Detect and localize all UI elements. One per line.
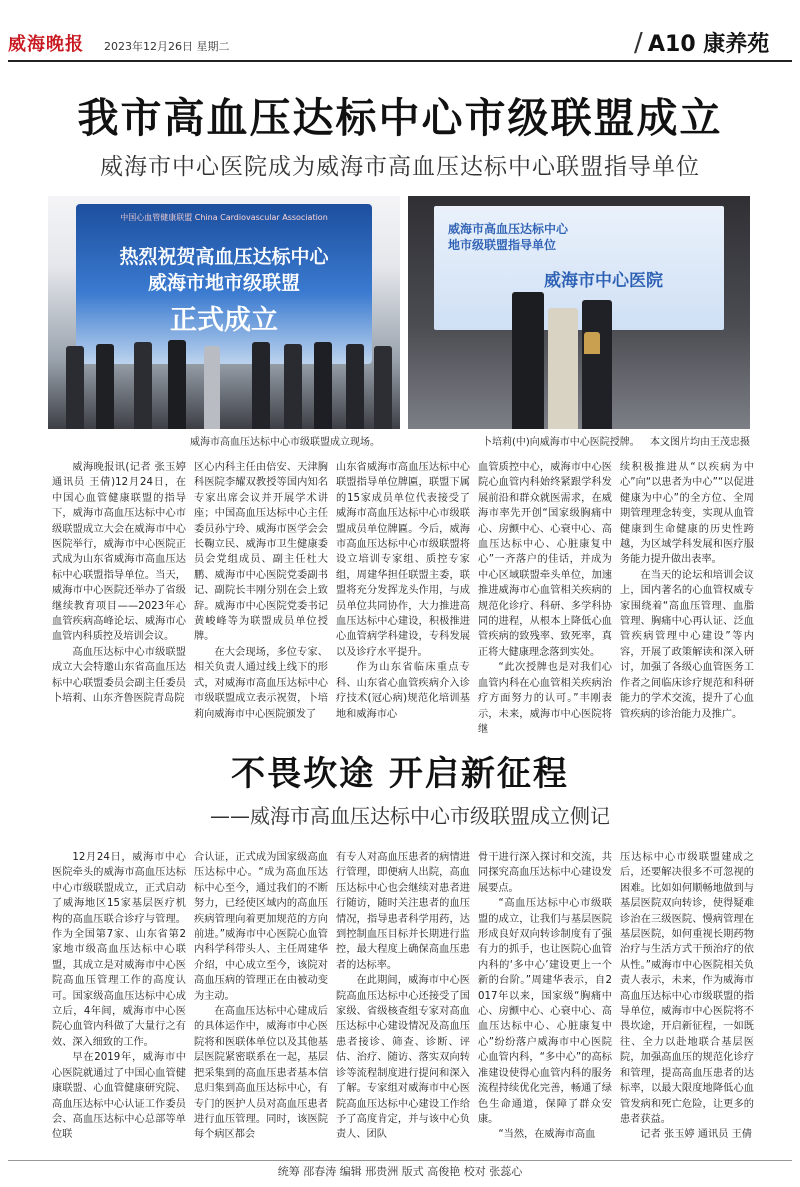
header-rule [8, 60, 792, 62]
paragraph: 山东省威海市高血压达标中心联盟指导单位牌匾，联盟下属的15家成员单位代表接受了威海市高血压达标中心市级联盟成员单位牌匾。今后，威海市高血压达标中心市级联盟将设立培训专家组、质控专家组，周建华担任联盟主委，联盟将充分发挥龙头作用，与成员单位共同协作，大力推进高血压达标中心建设，积极推进心血管病学科建设，专科发展以及诊疗水平提升。 [336, 462, 470, 658]
photo-caption-2: 卜培莉(中)向威海市中心医院授牌。 [482, 437, 640, 448]
paragraph: 续积极推进从“以疾病为中心”向“以患者为中心”“以促进健康为中心”的全方位、全周期管理理念转变，实现从血管健康到生命健康的历史性跨越，为区域学科发展和医疗服务能力提升做出表率。 [620, 462, 754, 566]
paragraph: 早在2019年，威海市中心医院就通过了中国心血管健康联盟、心血管健康研究院、高血压达标中心认证工作委员会、高血压达标中心总部等单位联 [52, 1052, 186, 1141]
article2-column-5 [620, 850, 754, 1156]
person-figure [204, 346, 220, 429]
divider-slash: / [634, 28, 643, 58]
person-figure [168, 340, 186, 429]
award-backdrop [434, 206, 724, 330]
person-figure [252, 342, 270, 429]
paragraph: 在此期间，威海市中心医院高血压达标中心还接受了国家级、省级核查组专家对高血压达标中心建设情况及高血压患者接诊、筛查、诊断、评估、治疗、随访、落实双向转诊等流程制度进行提问和深入了解。专家组对威海市中心医院高血压达标中心建设工作给予了高度肯定，并与该中心负责人、团队 [336, 975, 470, 1141]
paragraph: “高血压达标中心市级联盟的成立，让我们与基层医院形成良好双向转诊制度有了强有力的抓手，也让医院心血管内科的‘多中心’建设更上一个新的台阶。”周建华表示，自2017年以来，国家级“胸痛中心、房颤中心、心衰中心、高血压达标中心、心脏康复中心”纷纷落户威海市中心医院心血管内科，“多中心”的高标准建设使得心血管内科的服务流程持续优化完善，畅通了绿色生命通道，保障了群众安康。 [478, 898, 612, 1125]
ceremony-backdrop [76, 204, 372, 364]
article1-column-1 [52, 460, 186, 750]
photo-credit: 本文图片均由王茂忠摄 [650, 437, 750, 448]
subheadline-second: ——威海市高血压达标中心市级联盟成立侧记 [210, 804, 610, 828]
article2-column-4 [478, 850, 612, 1156]
photo-caption-1: 威海市高血压达标中心市级联盟成立现场。 [190, 437, 380, 448]
banner-line-2: 威海市地市级联盟 [147, 272, 300, 294]
person-figure [346, 344, 364, 429]
paragraph: “此次授牌也是对我们心血管内科在心血管相关疾病治疗方面努力的认可。”丰刚表示，未来，威海市中心医院将继 [478, 662, 612, 735]
headline-main: 我市高血压达标中心市级联盟成立 [77, 94, 723, 142]
paragraph: 血管质控中心，威海市中心医院心血管内科始终紧跟学科发展前沿和群众就医需求，在威海市率先开创“国家级胸痛中心、房颤中心、心衰中心、高血压达标中心、心脏康复中心”一齐落户的佳话，并成为中心区域联盟牵头单位，加速推进威海市心血管相关疾病的规范化诊疗、科研、多学科协同的进程，从根本上降低心血管疾病的致残率、致死率，真正将大健康理念落到实处。 [478, 462, 612, 658]
banner-org-text: 中国心血管健康联盟 China Cardiovascular Association [120, 213, 328, 222]
backdrop-line-1: 威海市高血压达标中心 [448, 222, 569, 236]
paragraph: 区心内科主任由倍安、天津胸科医院李耀双教授等国内知名专家出席会议并开展学术讲座；中国高血压达标中心主任委员孙宁玲、威海市医学会会长鞠立民、威海市卫生健康委员会党组成员、副主任杜大鹏、威海市中心医院党委副书记、副院长丰刚分别在会上致辞。威海市中心医院党委书记黄峻峰等为联盟成员单位授牌。 [194, 462, 328, 643]
byline: 记者 张玉婷 通讯员 王倩 [640, 1129, 752, 1141]
article1-column-4 [478, 460, 612, 750]
paragraph: 合认证，正式成为国家级高血压达标中心。“成为高血压达标中心至今，通过我们的不断努力，已经使区域内的高血压疾病管理向着更加规范的方向前进。”威海市中心医院心血管内科学科带头人、主任周建华介绍，中心成立至今，该院对高血压病的管理正在由被动变为主动。 [194, 852, 328, 1002]
article2-column-3 [336, 850, 470, 1156]
page-section: A10 康养苑 [648, 32, 770, 57]
person-figure [374, 346, 392, 429]
paragraph: 作为山东省临床重点专科、山东省心血管疾病介入诊疗技术(冠心病)规范化培训基地和威海市心 [336, 662, 470, 720]
person-figure [512, 292, 544, 429]
page-footer-credits: 统筹 邵春涛 编辑 邢贵洲 版式 高俊艳 校对 张蕊心 [277, 1165, 523, 1178]
person-figure [96, 344, 114, 429]
page-header [8, 28, 792, 62]
photo-plaque-award [408, 196, 750, 429]
paragraph: 有专人对高血压患者的病情进行管理，即便病人出院，高血压达标中心也会继续对患者进行随访，随时关注患者的血压情况，指导患者科学用药，达到控制血压目标并长期进行监控，最大程度上确保高血压患者的达标率。 [336, 852, 470, 971]
paragraph: 在大会现场，多位专家、相关负责人通过线上线下的形式，对威海市高血压达标中心市级联盟成立表示祝贺，卜培莉向威海市中心医院颁发了 [194, 646, 328, 720]
person-figure [314, 342, 332, 429]
paragraph: 12月24日，威海市中心医院牵头的威海市高血压达标中心市级联盟成立，正式启动了威海地区15家基层医疗机构的高血压联合诊疗与管理。作为全国第7家、山东省第2家地市级高血压达标中心联盟，其成立是对威海市中心医院高血压管理工作的高度认可。国家级高血压达标中心成立后，4年间，威海市中心医院心血管内科做了大量行之有效、深入细致的工作。 [52, 852, 186, 1048]
article2-column-1 [52, 850, 186, 1156]
person-figure [134, 342, 152, 429]
paragraph: 威海晚报讯(记者 张玉婷 通讯员 王倩)12月24日，在中国心血管健康联盟的指导下，威海市高血压达标中心市级联盟成立大会在威海市中心医院举行，威海市中心医院正式成为山东省威海市高血压达标中心联盟指导单位。当天，威海市中心医院还举办了省级继续教育项目——2023年心血管疾病高峰论坛、威海市心血管内科质控及培训会议。 [52, 462, 186, 643]
person-figure [284, 344, 302, 429]
article1-column-5 [620, 460, 754, 750]
award-plaque [584, 332, 600, 354]
article1-column-2 [194, 460, 328, 750]
footer-rule [8, 1160, 792, 1161]
person-figure [582, 300, 612, 429]
banner-line-3: 正式成立 [170, 305, 278, 336]
issue-date: 2023年12月26日 星期二 [104, 40, 230, 53]
banner-line-1: 热烈祝贺高血压达标中心 [119, 246, 329, 268]
subheadline-main: 威海市中心医院成为威海市高血压达标中心联盟指导单位 [100, 154, 700, 180]
paragraph: 高血压达标中心市级联盟成立大会特邀山东省高血压达标中心联盟委员会副主任委员卜培莉、山东齐鲁医院青岛院 [52, 646, 186, 705]
newspaper-logo: 威海晚报 [8, 34, 84, 55]
paragraph: 在高血压达标中心建成后的具体运作中，威海市中心医院将和医联体单位以及其他基层医院紧密联系在一起，基层把采集到的高血压患者基本信息归集到高血压达标中心，有专门的医护人员对高血压患者进行血压管理。同时，该医院每个病区都会 [194, 1006, 328, 1141]
paragraph: 在当天的论坛和培训会议上，国内著名的心血管权威专家围绕着“高血压管理、血脂管理、胸痛中心再认证、泛血管疾病管理中心建设”等内容，开展了政策解读和深入研讨，加强了各级心血管医务工作者之间临床诊疗规范和科研能力的学术交流，提升了心血管疾病的诊治能力及推广。 [620, 569, 754, 720]
headline-second: 不畏坎途 开启新征程 [231, 754, 569, 794]
article2-column-2 [194, 850, 328, 1156]
person-figure [66, 346, 84, 429]
backdrop-line-3: 威海市中心医院 [544, 271, 663, 291]
photo-alliance-ceremony [48, 196, 400, 429]
paragraph: 骨干进行深入探讨和交流，共同探究高血压达标中心建设发展要点。 [478, 852, 612, 894]
paragraph: “当然，在威海市高血 [498, 1129, 596, 1141]
person-figure [548, 308, 578, 429]
article1-column-3 [336, 460, 470, 750]
backdrop-line-2: 地市级联盟指导单位 [448, 238, 557, 252]
paragraph: 压达标中心市级联盟建成之后，还要解决很多不可忽视的困难。比如如何顺畅地做到与基层医院双向转诊，使得疑难诊治在三级医院、慢病管理在基层医院，如何重视长期药物治疗与生活方式干预治疗的依从性。”威海市中心医院相关负责人表示，未来，作为威海市高血压达标中心市级联盟的指导单位，威海市中心医院将不畏坎途，开启新征程，一如既往、全力以赴地联合基层医院，加强高血压的规范化诊疗和管理，提高高血压患者的达标率，以最大限度地降低心血管发病和死亡危险，让更多的患者获益。 [620, 852, 754, 1125]
